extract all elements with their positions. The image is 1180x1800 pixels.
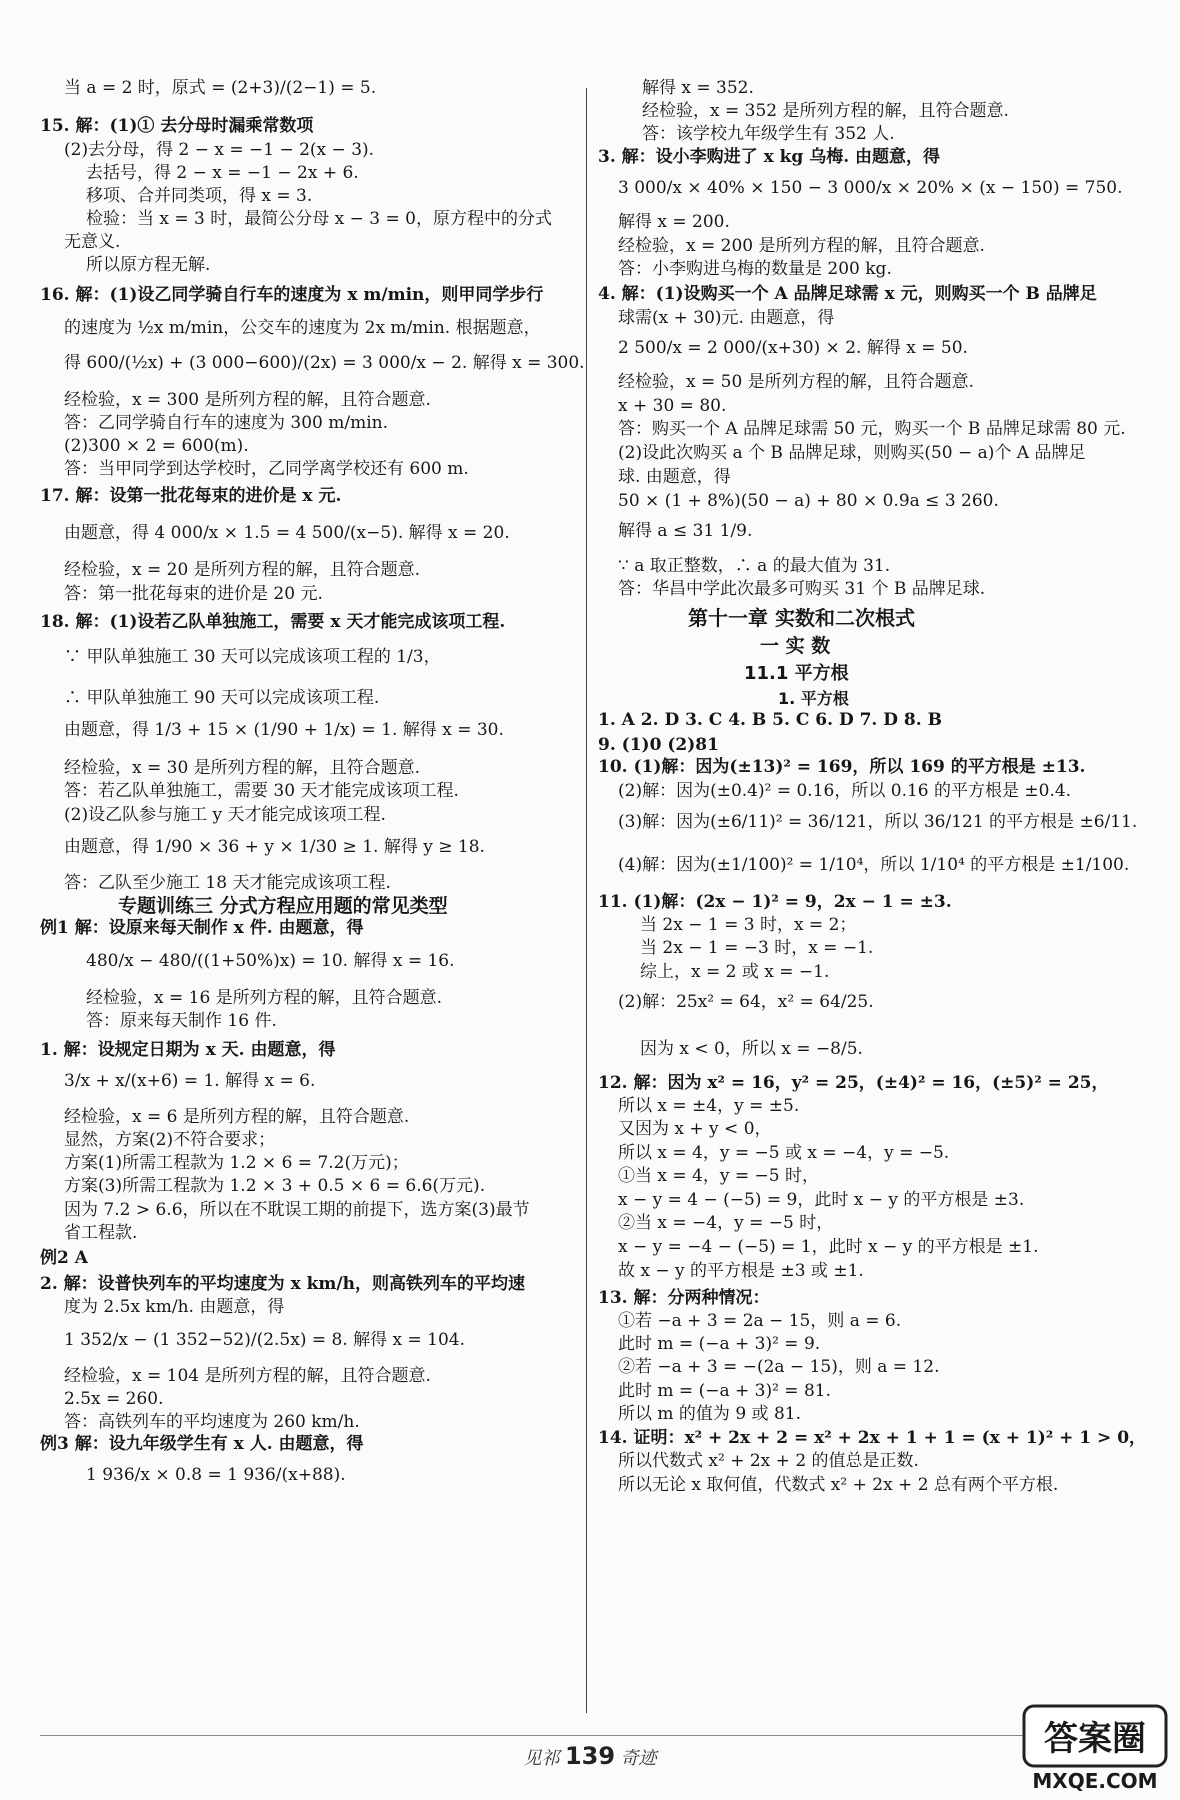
right-answer-line: 故 x − y 的平方根是 ±3 或 ±1.	[618, 1261, 864, 1281]
left-answer-line: 答：当甲同学到达学校时，乙同学离学校还有 600 m.	[64, 459, 469, 479]
watermark-logo	[1020, 1700, 1170, 1795]
right-answer-line: 10. (1)解：因为(±13)² = 169，所以 169 的平方根是 ±13.	[598, 757, 1086, 777]
right-answer-line: (2)解：25x² = 64，x² = 64/25.	[618, 992, 874, 1012]
right-answer-line: 解得 x = 352.	[642, 78, 754, 98]
left-answer-line: 1 352/x − (1 352−52)/(2.5x) = 8. 解得 x = 104.	[64, 1330, 466, 1350]
left-answer-line: 答：乙同学骑自行车的速度为 300 m/min.	[64, 413, 389, 433]
chapter-heading: 第十一章 实数和二次根式	[688, 606, 915, 630]
right-answer-line: x + 30 = 80.	[618, 396, 727, 416]
left-answer-line: 得 600/(½x) + (3 000−600)/(2x) = 3 000/x − 2. 解得 x = 300.	[64, 353, 585, 373]
right-answer-line: 所以 x = 4，y = −5 或 x = −4，y = −5.	[618, 1143, 950, 1163]
right-answer-line: 经检验，x = 200 是所列方程的解，且符合题意.	[618, 236, 985, 256]
column-divider	[586, 88, 587, 1713]
left-answer-line: 方案(3)所需工程款为 1.2 × 3 + 0.5 × 6 = 6.6(万元).	[64, 1176, 486, 1196]
left-answer-line: (2)设乙队参与施工 y 天才能完成该项工程.	[64, 805, 386, 825]
lesson-heading: 1. 平方根	[778, 689, 849, 708]
left-answer-line: 经检验，x = 30 是所列方程的解，且符合题意.	[64, 758, 421, 778]
left-answer-line: 15. 解：(1)① 去分母时漏乘常数项	[40, 116, 314, 136]
left-answer-line: 方案(1)所需工程款为 1.2 × 6 = 7.2(万元)；	[64, 1153, 409, 1173]
right-answer-line: 3. 解：设小李购进了 x kg 乌梅. 由题意，得	[598, 147, 941, 167]
left-answer-line: 答：高铁列车的平均速度为 260 km/h.	[64, 1412, 360, 1432]
right-answer-line: 此时 m = (−a + 3)² = 9.	[618, 1334, 821, 1354]
right-answer-line: 此时 m = (−a + 3)² = 81.	[618, 1381, 831, 1401]
right-answer-line: 答：华昌中学此次最多可购买 31 个 B 品牌足球.	[618, 579, 986, 599]
left-answer-line: 去括号，得 2 − x = −1 − 2x + 6.	[86, 163, 359, 183]
left-answer-line: 经检验，x = 16 是所列方程的解，且符合题意.	[86, 988, 443, 1008]
left-answer-line: 检验：当 x = 3 时，最简公分母 x − 3 = 0，原方程中的分式	[86, 209, 552, 229]
left-answer-line: 480/x − 480/((1+50%)x) = 10. 解得 x = 16.	[86, 951, 455, 971]
right-answer-line: 所以 m 的值为 9 或 81.	[618, 1404, 801, 1424]
right-answer-line: 综上，x = 2 或 x = −1.	[640, 962, 830, 982]
right-answer-line: 答：小李购进乌梅的数量是 200 kg.	[618, 259, 892, 279]
right-answer-line: 当 2x − 1 = 3 时，x = 2；	[640, 915, 857, 935]
left-answer-line: 答：乙队至少施工 18 天才能完成该项工程.	[64, 873, 391, 893]
right-answer-line: 4. 解：(1)设购买一个 A 品牌足球需 x 元，则购买一个 B 品牌足	[598, 284, 1097, 304]
left-answer-line: 答：原来每天制作 16 件.	[86, 1011, 277, 1031]
left-answer-line: 17. 解：设第一批花每束的进价是 x 元.	[40, 486, 342, 506]
left-answer-line: 无意义.	[64, 232, 121, 252]
right-answer-line: 所以无论 x 取何值，代数式 x² + 2x + 2 总有两个平方根.	[618, 1475, 1059, 1495]
page-footer	[0, 1742, 1180, 1770]
watermark-text: 答案圈	[1044, 1719, 1146, 1759]
left-answer-line: (2)300 × 2 = 600(m).	[64, 436, 249, 456]
left-answer-line: 省工程款.	[64, 1223, 138, 1243]
left-answer-line: 因为 7.2 > 6.6，所以在不耽误工期的前提下，选方案(3)最节	[64, 1200, 530, 1220]
left-answer-line: 经检验，x = 300 是所列方程的解，且符合题意.	[64, 390, 431, 410]
right-answer-line: 答：该学校九年级学生有 352 人.	[642, 124, 895, 144]
left-answer-line: (2)去分母，得 2 − x = −1 − 2(x − 3).	[64, 140, 375, 160]
left-answer-line: ∵ 甲队单独施工 30 天可以完成该项工程的 1/3，	[64, 647, 441, 667]
left-answer-line: 例2 A	[40, 1248, 88, 1268]
right-answer-line: (4)解：因为(±1/100)² = 1/10⁴，所以 1/10⁴ 的平方根是 ±1/100.	[618, 855, 1130, 875]
right-answer-line: ①若 −a + 3 = 2a − 15，则 a = 6.	[618, 1311, 902, 1331]
left-answer-line: 16. 解：(1)设乙同学骑自行车的速度为 x m/min，则甲同学步行	[40, 285, 544, 305]
right-answer-line: ②当 x = −4，y = −5 时，	[618, 1213, 834, 1233]
left-answer-line: 显然，方案(2)不符合要求；	[64, 1130, 276, 1150]
right-answer-line: 解得 x = 200.	[618, 212, 730, 232]
left-answer-line: 移项、合并同类项，得 x = 3.	[86, 186, 313, 206]
left-answer-line: 2.5x = 260.	[64, 1389, 164, 1409]
left-answer-line: ∴ 甲队单独施工 90 天可以完成该项工程.	[64, 688, 380, 708]
left-answer-line: 当 a = 2 时，原式 = (2+3)/(2−1) = 5.	[64, 78, 377, 98]
right-answer-line: 又因为 x + y < 0，	[618, 1119, 772, 1139]
right-answer-line: (2)设此次购买 a 个 B 品牌足球，则购买(50 − a)个 A 品牌足	[618, 443, 1086, 463]
left-answer-line: 1 936/x × 0.8 = 1 936/(x+88).	[86, 1465, 346, 1485]
right-answer-line: 经检验，x = 50 是所列方程的解，且符合题意.	[618, 372, 975, 392]
left-answer-line: 所以原方程无解.	[86, 255, 211, 275]
right-answer-line: 3 000/x × 40% × 150 − 3 000/x × 20% × (x − 150) = 750.	[618, 178, 1123, 198]
right-answer-line: 2 500/x = 2 000/(x+30) × 2. 解得 x = 50.	[618, 338, 968, 358]
right-answer-line: 球. 由题意，得	[618, 467, 731, 487]
left-answer-line: 2. 解：设普快列车的平均速度为 x km/h，则高铁列车的平均速	[40, 1274, 525, 1294]
left-answer-line: 经检验，x = 104 是所列方程的解，且符合题意.	[64, 1366, 431, 1386]
left-answer-line: 1. 解：设规定日期为 x 天. 由题意，得	[40, 1040, 336, 1060]
footer-left-text: 见祁	[523, 1748, 560, 1769]
left-answer-line: 度为 2.5x km/h. 由题意，得	[64, 1297, 285, 1317]
left-answer-line: 3/x + x/(x+6) = 1. 解得 x = 6.	[64, 1071, 316, 1091]
right-answer-line: 11. (1)解：(2x − 1)² = 9，2x − 1 = ±3.	[598, 892, 952, 912]
left-answer-line: 例1 解：设原来每天制作 x 件. 由题意，得	[40, 918, 364, 938]
section-heading: 一 实 数	[760, 635, 831, 657]
right-answer-line: x − y = −4 − (−5) = 1，此时 x − y 的平方根是 ±1.	[618, 1237, 1039, 1257]
page-number: 139	[564, 1742, 616, 1770]
right-answer-line: 所以 x = ±4，y = ±5.	[618, 1096, 800, 1116]
right-answer-line: 13. 解：分两种情况：	[598, 1288, 770, 1308]
left-answer-line: 答：第一批花每束的进价是 20 元.	[64, 584, 323, 604]
right-answer-line: 所以代数式 x² + 2x + 2 的值总是正数.	[618, 1451, 919, 1471]
left-answer-line: 答：若乙队单独施工，需要 30 天才能完成该项工程.	[64, 781, 459, 801]
watermark-url: MXQE.COM	[1032, 1769, 1158, 1793]
left-answer-line: 由题意，得 4 000/x × 1.5 = 4 500/(x−5). 解得 x = 20.	[64, 523, 510, 543]
right-answer-line: 球需(x + 30)元. 由题意，得	[618, 308, 835, 328]
right-answer-line: 当 2x − 1 = −3 时，x = −1.	[640, 938, 874, 958]
right-answer-line: (2)解：因为(±0.4)² = 0.16，所以 0.16 的平方根是 ±0.4.	[618, 781, 1072, 801]
left-answer-line: 由题意，得 1/90 × 36 + y × 1/30 ≥ 1. 解得 y ≥ 18.	[64, 837, 485, 857]
right-answer-line: 12. 解：因为 x² = 16，y² = 25，(±4)² = 16，(±5)² = 25，	[598, 1073, 1109, 1093]
left-section-heading: 专题训练三 分式方程应用题的常见类型	[118, 895, 448, 917]
left-answer-line: 经检验，x = 20 是所列方程的解，且符合题意.	[64, 560, 421, 580]
left-answer-line: 例3 解：设九年级学生有 x 人. 由题意，得	[40, 1434, 364, 1454]
right-answer-line: ①当 x = 4，y = −5 时，	[618, 1166, 819, 1186]
right-answer-line: 14. 证明：x² + 2x + 2 = x² + 2x + 1 + 1 = (x + 1)² + 1 > 0，	[598, 1428, 1147, 1448]
right-answer-line: 答：购买一个 A 品牌足球需 50 元，购买一个 B 品牌足球需 80 元.	[618, 419, 1126, 439]
right-answer-line: 1. A 2. D 3. C 4. B 5. C 6. D 7. D 8. B	[598, 710, 942, 730]
left-answer-line: 的速度为 ½x m/min，公交车的速度为 2x m/min. 根据题意，	[64, 318, 541, 338]
right-answer-line: 解得 a ≤ 31 1/9.	[618, 521, 753, 541]
right-answer-line: x − y = 4 − (−5) = 9，此时 x − y 的平方根是 ±3.	[618, 1190, 1025, 1210]
right-answer-line: 50 × (1 + 8%)(50 − a) + 80 × 0.9a ≤ 3 260.	[618, 491, 999, 511]
left-answer-line: 由题意，得 1/3 + 15 × (1/90 + 1/x) = 1. 解得 x = 30.	[64, 720, 504, 740]
right-answer-line: 经检验，x = 352 是所列方程的解，且符合题意.	[642, 101, 1009, 121]
subsection-heading: 11.1 平方根	[744, 663, 849, 684]
footer-right-text: 奇迹	[620, 1748, 657, 1769]
left-answer-line: 18. 解：(1)设若乙队单独施工，需要 x 天才能完成该项工程.	[40, 612, 506, 632]
right-answer-line: 9. (1)0 (2)81	[598, 735, 719, 755]
right-answer-line: 因为 x < 0，所以 x = −8/5.	[640, 1039, 863, 1059]
left-answer-line: 经检验，x = 6 是所列方程的解，且符合题意.	[64, 1107, 410, 1127]
footer-rule	[40, 1735, 1140, 1736]
right-answer-line: (3)解：因为(±6/11)² = 36/121，所以 36/121 的平方根是 ±6/11.	[618, 812, 1138, 832]
right-answer-line: ∵ a 取正整数，∴ a 的最大值为 31.	[618, 556, 891, 576]
right-answer-line: ②若 −a + 3 = −(2a − 15)，则 a = 12.	[618, 1357, 940, 1377]
